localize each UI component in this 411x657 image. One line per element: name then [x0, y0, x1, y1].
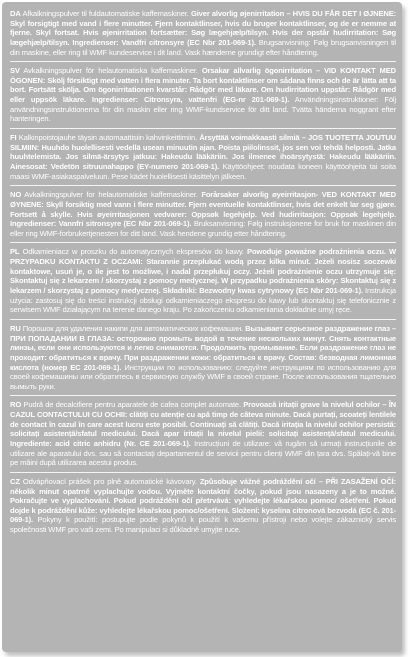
usage-instructions: Brugsanvisning: Følg brugsanvisningen til din maskine, eller ring til WMF kundeservice i dit land. Vask hænderne grundigt efter håndtering.	[10, 37, 396, 57]
language-code: NO	[10, 190, 22, 200]
divider	[10, 319, 396, 320]
section-intro: Avkalkningspulver for helautomatiske kaffemaskiner.	[24, 190, 198, 200]
section-ru	[10, 324, 396, 391]
usage-instructions: Bruksanvisning: Følg instruksjonene for bruk for maskinen din eller ring WMF-forbrukertjenesten for ditt land. Vask hendene grundig etter håndtering.	[10, 219, 396, 238]
usage-instructions: Instrucțiuni de utilizare: vă rugăm să urmați instrucțiunile de utilizare ale aparatului dvs. sau să contactați departamentul de servicii pentru clienți WMF din țara dvs. Spălați-vă bine pe mâini după utilizarea acestui produs.	[10, 438, 396, 468]
usage-instructions: Käyttöohjeet: noudata koneen käyttöohjeita tai soita maasi WMF-asiakaspalveluun. Pese kädet huolellisesti käsittelyn jälkeen.	[10, 161, 397, 181]
section-intro: Odkamieniacz w proszku do automatycznych ekspresów do kawy.	[22, 247, 244, 257]
language-code: RO	[10, 400, 22, 410]
hazard-warning: Giver alvorlig øjenirritation – HVIS DU FÅR DET I ØJNENE: Skyl forsigtigt med vand i flere minutter. Fjern kontaktlinser, hvis du bruger kontaktlinser, og de er nemme at fjerne. Skyl fortsat. Hvis øjenirritation fortsætter: Søg lægehjælp/tilsyn. Hvis der opstår hudirritation: Søg lægehjælp/tilsyn. Ingredienser: Vandfri citronsyre (EC Nbr 201-069-1).	[10, 9, 396, 47]
language-code: RU	[10, 323, 21, 333]
section-intro: Pudră de decalcifiere pentru aparatele de cafea complet automate.	[23, 400, 241, 410]
language-code: SV	[10, 66, 20, 76]
usage-instructions: Användningsinstruktioner: Följ användningsinstruktionerna för din maskin eller ring WMF-kundservice för ditt land. Tvätta händerna noggrant efter hanteringen.	[10, 95, 397, 124]
language-code: PL	[10, 247, 20, 257]
section-intro: Odvápňovací prášek pro plně automatické kávovary.	[22, 476, 197, 486]
language-code: FI	[10, 133, 17, 143]
divider	[10, 185, 396, 186]
divider	[10, 128, 396, 129]
usage-instructions: Pokyny k použití: postupujte podle pokynů k použití k vašemu přístroji nebo volejte zákaznický servis společnosti WMF pro vaši zemi. Po manipulaci si důkladně umyjte ruce.	[10, 515, 396, 535]
hazard-warning: Вызывает серьезное раздражение глаз – ПРИ ПОПАДАНИИ В ГЛАЗА: осторожно промыть водой в течение нескольких минут. Снять контактные линзы, если они используются и легко снимаются. Продолжить промывание. Если раздражение глаз не проходит: обратиться к врачу. При раздражении кожи: обратиться к врачу. Состав: безводная лимонная кислота (номер EC 201-069-1).	[10, 323, 396, 372]
language-code: CZ	[10, 476, 20, 486]
section-intro: Порошок для удаления накипи для автоматических кофемашин.	[22, 323, 244, 333]
divider	[10, 242, 396, 243]
section-cz	[10, 477, 396, 535]
hazard-warning: Forårsaker alvorlig øyeirritasjon- VED KONTAKT MED ØYNENE: Skyll forsiktig med vann i flere minutter. Fjern eventuelle kontaktlinser, hvis det enkelt lar seg gjøre. Fortsett å skylle. Hvis øyeirritasjonen vedvarer: Oppsøk legehjelp. Ved hudirritasjon: Oppsøk legehjelp. Ingredienser: Vannfri sitronsyre (EC Nbr 201-069-1).	[10, 190, 396, 229]
divider	[10, 61, 396, 62]
hazard-warning: Ärsyttää voimakkaasti silmiä – JOS TUOTETTA JOUTUU SILMIIN: Huuhdo huolellisesti vedellä usean minuutin ajan. Poista piilolinssit, jos sen voi tehdä helposti. Jatka huuhtelemista. Jos silmä-ärsytys jatkuu: Hakeudu lääkäriin. Jos ilmenee ihoärsytystä: Hakeudu lääkäriin. Ainesosat: Vedetön sitruunahappo (EY-numero 201-069-1).	[10, 133, 396, 171]
section-intro: Kalkinpoistojauhe täysin automaattisiin kahvinkeittimiin.	[18, 133, 198, 143]
section-ro	[10, 400, 396, 467]
usage-instructions: Instrukcja użycia: zastosuj się do treści instrukcji obsługi odkamieniaczego ekspresu do kawy lub skontaktuj się telefonicznie z serwisem WMF działającym na terenie danego kraju. Po zakończeniu odkamieniania dokładnie umyj ręce.	[10, 286, 396, 315]
label-text-block	[10, 9, 396, 539]
hazard-warning: Provoacă iritații grave la nivelul ochilor – ÎN CAZUL CONTACTULUI CU OCHII: clătiți cu atenție cu apă timp de câteva minute. Dacă purtați, scoateți lentilele de contact în cazul în care acest lucru este posibil. Continuați să clătiți. Dacă iritația la nivelul ochilor persistă: solicitați asistență/sfatul medicului. Dacă apar iritații la nivelul pielii: solicitați asistență/sfatul medicului. Ingrediente: acid citric anhidru (Nr. CE 201-069-1).	[10, 400, 396, 448]
hazard-warning: Powoduje poważne podrażnienia oczu. W PRZYPADKU KONTAKTU Z OCZAMI: Starannie przepłukać wodą przez kilka minut. Jeżeli nosisz soczewki kontaktowe, usuń je, o ile jest to możliwe, i nadal przepłukuj oczy. Jeżeli podrażnienie oczu utrzymuje się: Skontaktuj się z lekarzem / skorzystaj z pomocy medycznej. W przypadku podrażnienia skóry: Skontaktuj się z lekarzem / skorzystaj z pomocy medycznej. Składniki: Bezwodny kwas cytrynowy (EC Nbr 201-069-1).	[10, 247, 396, 296]
usage-instructions: Инструкции по использованию: следуйте инструкциям по использованию для своей кофемашины или обратитесь в сервисную службу WMF в своей стране. После использования тщательно вымыть руки.	[10, 362, 396, 391]
product-label-panel	[2, 2, 402, 652]
section-intro: Afkalkningspulver til fuldautomatiske kaffemaskiner.	[22, 9, 189, 18]
hazard-warning: Orsakar allvarlig ögonirritation – VID KONTAKT MED ÖGONEN: Skölj försiktigt med vatten i flera minuter. Ta bort kontaktlinser om sådana finns och de är lätta att ta bort. Fortsätt skölja. Om ögonirritationen kvarstår: Rådgör med läkare. Om hudirritation uppstår: Rådgör med eller uppsök läkare. Ingredienser: Citronsyra, vattenfri (EG-nr 201-069-1).	[10, 66, 396, 105]
section-intro: Avkalkningspulver för helautomatiska kaffemaskiner.	[23, 66, 198, 76]
section-da	[10, 9, 396, 57]
section-sv	[10, 66, 396, 124]
section-no	[10, 190, 396, 238]
divider	[10, 395, 396, 396]
section-fi	[10, 133, 396, 181]
language-code: DA	[10, 9, 21, 18]
section-pl	[10, 247, 396, 314]
divider	[10, 472, 396, 473]
hazard-warning: Způsobuje vážné podráždění očí – PŘI ZASAŽENÍ OČÍ: několik minut opatrně vyplachujte vodou. Vyjměte kontaktní čočky, pokud jsou nasazeny a je to možné. Pokračujte ve vyplachování. Pokud podráždění očí přetrvává: vyhledejte lékařskou pomoc/ ošetření. Pokud dojde k podráždění kůže: vyhledejte lékařskou pomoc/ošetření. Složení: kyselina citronová bezvodá (EC č. 201-069-1).	[10, 476, 397, 525]
